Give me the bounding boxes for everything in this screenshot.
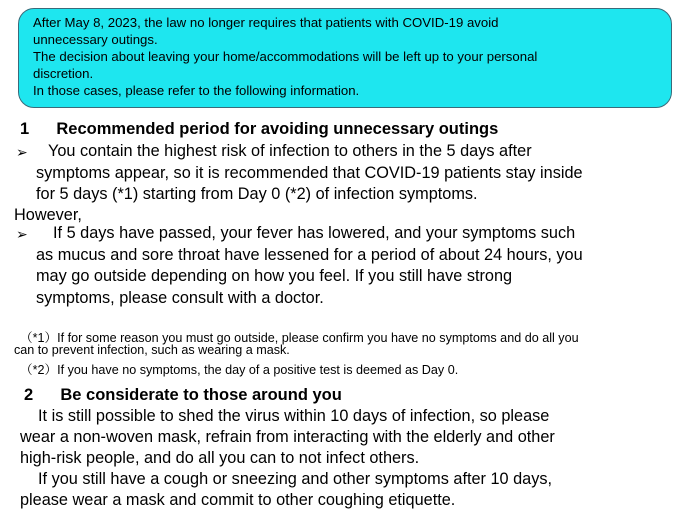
bullet-arrow-icon: ➢: [16, 226, 28, 242]
section2-line: wear a non-woven mask, refrain from interacting with the elderly and other: [20, 428, 555, 446]
notice-line: After May 8, 2023, the law no longer requires that patients with COVID-19 avoid: [33, 15, 499, 30]
section2-line: If you still have a cough or sneezing and other symptoms after 10 days,: [38, 470, 553, 488]
section1-bullet2-line: as mucus and sore throat have lessened for a period of about 24 hours, you: [36, 246, 583, 264]
section2-line: high-risk people, and do all you can to not infect others.: [20, 449, 420, 467]
footnote-1-cont: can to prevent infection, such as wearing a mask.: [14, 343, 290, 357]
section2-title: Be considerate to those around you: [60, 386, 342, 404]
bullet-arrow-icon: ➢: [16, 144, 28, 160]
section1-bullet2-line: may go outside depending on how you feel. If you still have strong: [36, 267, 513, 285]
section1-title: Recommended period for avoiding unnecessary outings: [56, 120, 499, 138]
section2-line: please wear a mask and commit to other coughing etiquette.: [20, 491, 456, 509]
footnote-2: （*2）If you have no symptoms, the day of a positive test is deemed as Day 0.: [20, 363, 459, 377]
notice-box: [18, 8, 672, 108]
section1-heading: [20, 120, 498, 139]
notice-line: unnecessary outings.: [33, 32, 158, 47]
section1-bullet1-line: for 5 days (*1) starting from Day 0 (*2) of infection symptoms.: [36, 185, 478, 203]
section2-line: It is still possible to shed the virus within 10 days of infection, so please: [38, 407, 550, 425]
notice-line: In those cases, please refer to the following information.: [33, 83, 360, 98]
section2-number: 2: [24, 386, 34, 404]
section1-bullet2-line: If 5 days have passed, your fever has lowered, and your symptoms such: [53, 224, 576, 242]
section1-bullet2-line: symptoms, please consult with a doctor.: [36, 289, 324, 307]
section1-bullet1-line: You contain the highest risk of infection to others in the 5 days after: [48, 142, 532, 160]
however-text: However,: [14, 206, 82, 224]
notice-line: discretion.: [33, 66, 94, 81]
footnote-1: （*1）If for some reason you must go outside, please confirm you have no symptoms and do all you: [20, 331, 579, 345]
section1-number: 1: [20, 120, 30, 138]
section1-bullet1-line: symptoms appear, so it is recommended that COVID-19 patients stay inside: [36, 164, 583, 182]
section2-heading: [24, 386, 342, 405]
notice-line: The decision about leaving your home/accommodations will be left up to your personal: [33, 49, 538, 64]
